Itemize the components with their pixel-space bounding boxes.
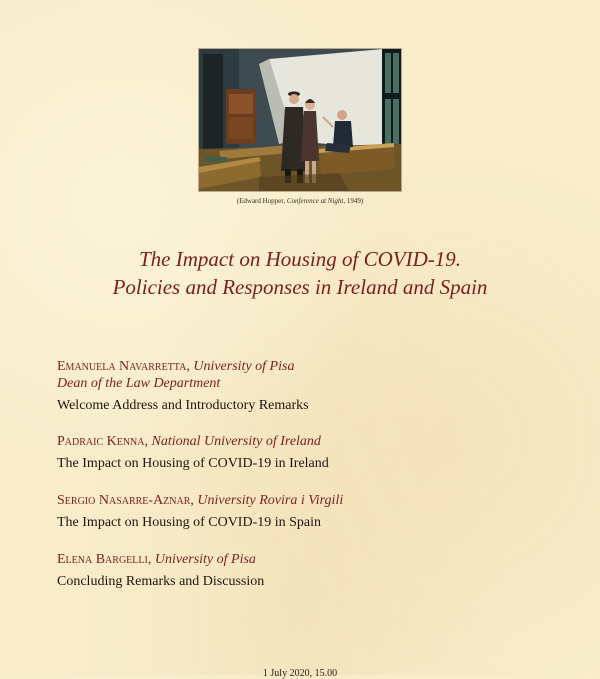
speaker-role: Dean of the Law Department — [57, 376, 221, 391]
speaker-name: Sergio Nasarre-Aznar — [57, 493, 191, 508]
talk-title: The Impact on Housing of COVID-19 in Ireland — [57, 456, 329, 471]
speaker-affiliation: National University of Ireland — [151, 434, 321, 449]
speaker-affiliation: University of Pisa — [193, 359, 295, 374]
painting-image — [199, 49, 401, 191]
caption-artwork-title: Conference at Night — [286, 197, 344, 205]
event-date: 1 July 2020, 15.00 — [262, 668, 338, 679]
speaker-affiliation: University of Pisa — [154, 552, 256, 567]
speaker-entry: Padraic Kenna, National University of Ireland The Impact on Housing of COVID-19 in Ireland — [57, 433, 577, 472]
speaker-entry: Sergio Nasarre-Aznar, University Rovira i Virgili The Impact on Housing of COVID-19 in Spain — [57, 492, 577, 531]
speaker-name: Padraic Kenna — [57, 434, 145, 449]
speaker-affiliation: University Rovira i Virgili — [197, 493, 344, 508]
speaker-entry: Elena Bargelli, University of Pisa Concluding Remarks and Discussion — [57, 551, 577, 590]
painting-caption — [150, 197, 450, 205]
title-line-2: Policies and Responses in Ireland and Spain — [112, 275, 488, 299]
talk-title: The Impact on Housing of COVID-19 in Spain — [57, 515, 322, 530]
title-line-1: The Impact on Housing of COVID-19. — [139, 247, 461, 271]
event-title — [40, 245, 560, 301]
talk-title: Welcome Address and Introductory Remarks — [57, 398, 309, 413]
caption-prefix: (Edward Hopper, — [236, 197, 287, 205]
caption-suffix: , 1949) — [343, 197, 364, 205]
speaker-name: Elena Bargelli — [57, 552, 148, 567]
speaker-entry: Emanuela Navarretta, University of Pisa Dean of the Law Department Welcome Address and Introductory Remarks — [57, 358, 577, 414]
speaker-name: Emanuela Navarretta — [57, 359, 187, 374]
talk-title: Concluding Remarks and Discussion — [57, 574, 265, 589]
